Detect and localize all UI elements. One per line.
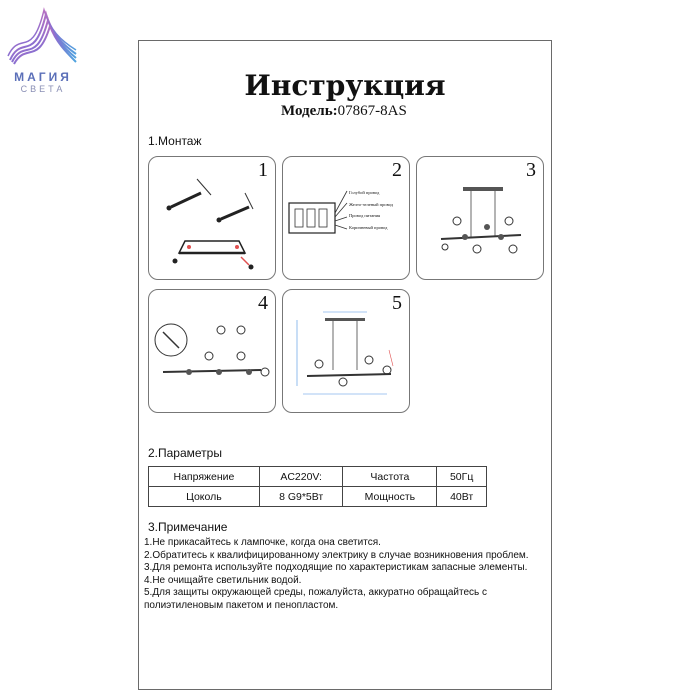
step-number: 1 (258, 159, 268, 181)
param-name: Мощность (343, 487, 437, 507)
step-number: 2 (392, 159, 402, 181)
step-panel-2 (282, 156, 410, 280)
section-notes-heading: 3.Примечание (148, 520, 228, 534)
section-mount-heading: 1.Монтаж (148, 134, 202, 148)
assembled-chandelier-illustration (417, 157, 543, 279)
wire-label: Провод питания (349, 213, 381, 218)
note-item: полиэтиленовым пакетом и пенопластом. (144, 599, 339, 611)
brand-name: МАГИЯ (14, 70, 72, 84)
note-item: 2.Обратитесь к квалифицированному электрику в случае возникновения проблем. (144, 549, 529, 561)
step-panel-3 (416, 156, 544, 280)
params-table (148, 466, 487, 507)
note-item: 1.Не прикасайтесь к лампочке, когда она светится. (144, 537, 381, 548)
table-row (149, 467, 487, 487)
model-value: 07867-8AS (337, 103, 407, 119)
param-value: AC220V: (259, 467, 343, 487)
note-item: 4.Не очищайте светильник водой. (144, 574, 302, 586)
note-item: 3.Для ремонта используйте подходящие по характеристикам запасные элементы. (144, 562, 528, 574)
notes-list (144, 537, 529, 613)
wire-labels (349, 187, 393, 233)
note-item: 5.Для защиты окружающей среды, пожалуйста, аккуратно обращайтесь с (144, 587, 488, 599)
param-value: 40Вт (437, 487, 487, 507)
instruction-sheet (138, 40, 552, 690)
param-name: Частота (343, 467, 437, 487)
param-value: 50Гц (437, 467, 487, 487)
logo-wave-icon (6, 4, 80, 68)
section-params-heading: 2.Параметры (148, 446, 222, 460)
wire-label: Коричневый провод (349, 224, 388, 230)
brand-subtitle: СВЕТА (20, 84, 66, 94)
step-panel-4 (148, 289, 276, 413)
arm-assembly-illustration (149, 290, 275, 412)
step-number: 3 (526, 159, 536, 181)
step-number: 4 (258, 292, 268, 314)
model-label: Модель: (281, 103, 338, 119)
param-name: Цоколь (149, 487, 260, 507)
table-row (149, 487, 487, 507)
step-number: 5 (392, 292, 402, 314)
param-value: 8 G9*5Вт (259, 487, 343, 507)
dimensions-illustration (283, 290, 409, 412)
model-line (281, 103, 407, 120)
page-title: Инструкция (244, 69, 446, 102)
step-panel-1 (148, 156, 276, 280)
brand-logo (6, 4, 80, 96)
param-name: Напряжение (149, 467, 260, 487)
wire-label: Голубой провод (349, 190, 380, 195)
step-panel-5 (282, 289, 410, 413)
mounting-bracket-illustration (149, 157, 275, 279)
wire-label: Желто-зеленый провод (349, 201, 394, 207)
